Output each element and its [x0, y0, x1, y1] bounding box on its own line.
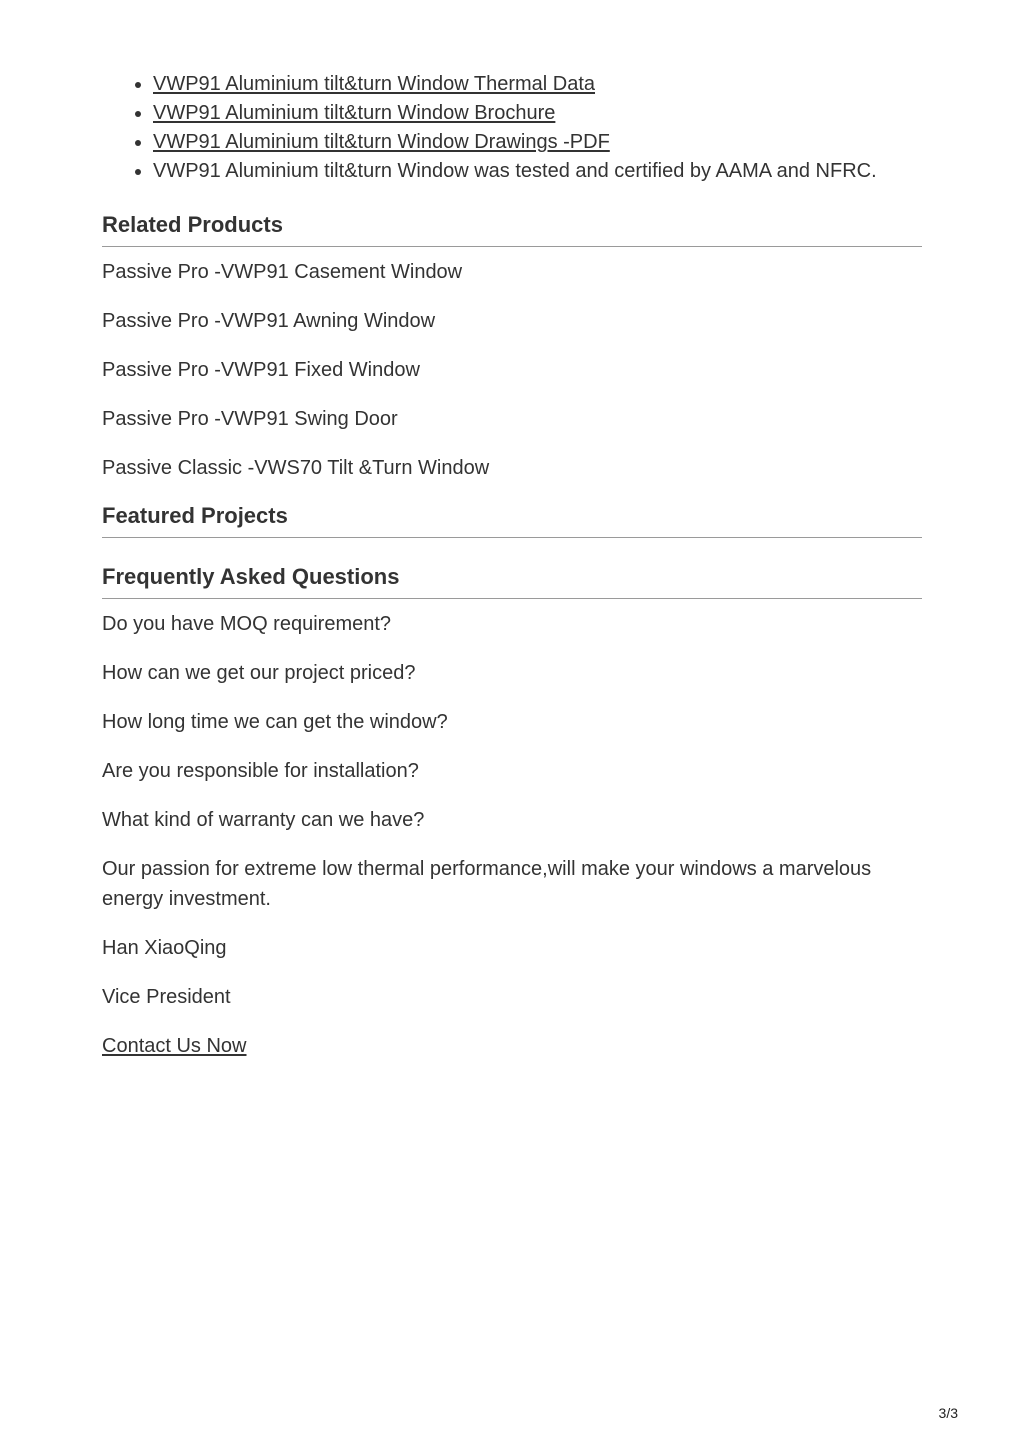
related-product-item[interactable]: Passive Pro -VWP91 Swing Door: [102, 408, 398, 430]
faq-question[interactable]: Do you have MOQ requirement?: [102, 613, 392, 635]
faq-question[interactable]: What kind of warranty can we have?: [102, 809, 425, 831]
related-product-item[interactable]: Passive Pro -VWP91 Casement Window: [102, 261, 463, 283]
featured-projects-section: [102, 503, 922, 538]
faq-question[interactable]: Are you responsible for installation?: [102, 760, 419, 782]
download-list: [102, 70, 922, 186]
faq-question[interactable]: How long time we can get the window?: [102, 711, 448, 733]
thermal-data-link[interactable]: VWP91 Aluminium tilt&turn Window Thermal Data: [153, 73, 596, 95]
download-item-drawings: [153, 128, 922, 157]
faq-question[interactable]: How can we get our project priced?: [102, 662, 416, 684]
certification-note: • VWP91 Aluminium tilt&turn Window was tested and certified by AAMA and NFRC.: [153, 157, 922, 186]
signatory-role: Vice President: [102, 986, 231, 1008]
related-products-heading: Related Products: [102, 212, 922, 247]
document-page: [102, 70, 922, 1080]
page-number: 3/3: [938, 1405, 958, 1421]
closing-statement: Our passion for extreme low thermal performance,will make your windows a marvelous energy investment.: [102, 858, 872, 910]
download-item-brochure: [153, 99, 922, 128]
drawings-pdf-link[interactable]: VWP91 Aluminium tilt&turn Window Drawings -PDF: [153, 131, 610, 153]
contact-paragraph: [102, 1031, 922, 1061]
signatory-name: Han XiaoQing: [102, 937, 227, 959]
contact-us-link[interactable]: Contact Us Now: [102, 1035, 247, 1057]
brochure-link[interactable]: VWP91 Aluminium tilt&turn Window Brochure: [153, 102, 556, 124]
faq-section: [102, 564, 922, 835]
download-item-thermal-data: [153, 70, 922, 99]
featured-projects-heading: Featured Projects: [102, 503, 922, 538]
related-product-item[interactable]: Passive Pro -VWP91 Fixed Window: [102, 359, 420, 381]
faq-heading: Frequently Asked Questions: [102, 564, 922, 599]
related-product-item[interactable]: Passive Pro -VWP91 Awning Window: [102, 310, 436, 332]
related-product-item[interactable]: Passive Classic -VWS70 Tilt &Turn Window: [102, 457, 490, 479]
related-products-section: [102, 212, 922, 483]
closing-section: [102, 854, 922, 1061]
